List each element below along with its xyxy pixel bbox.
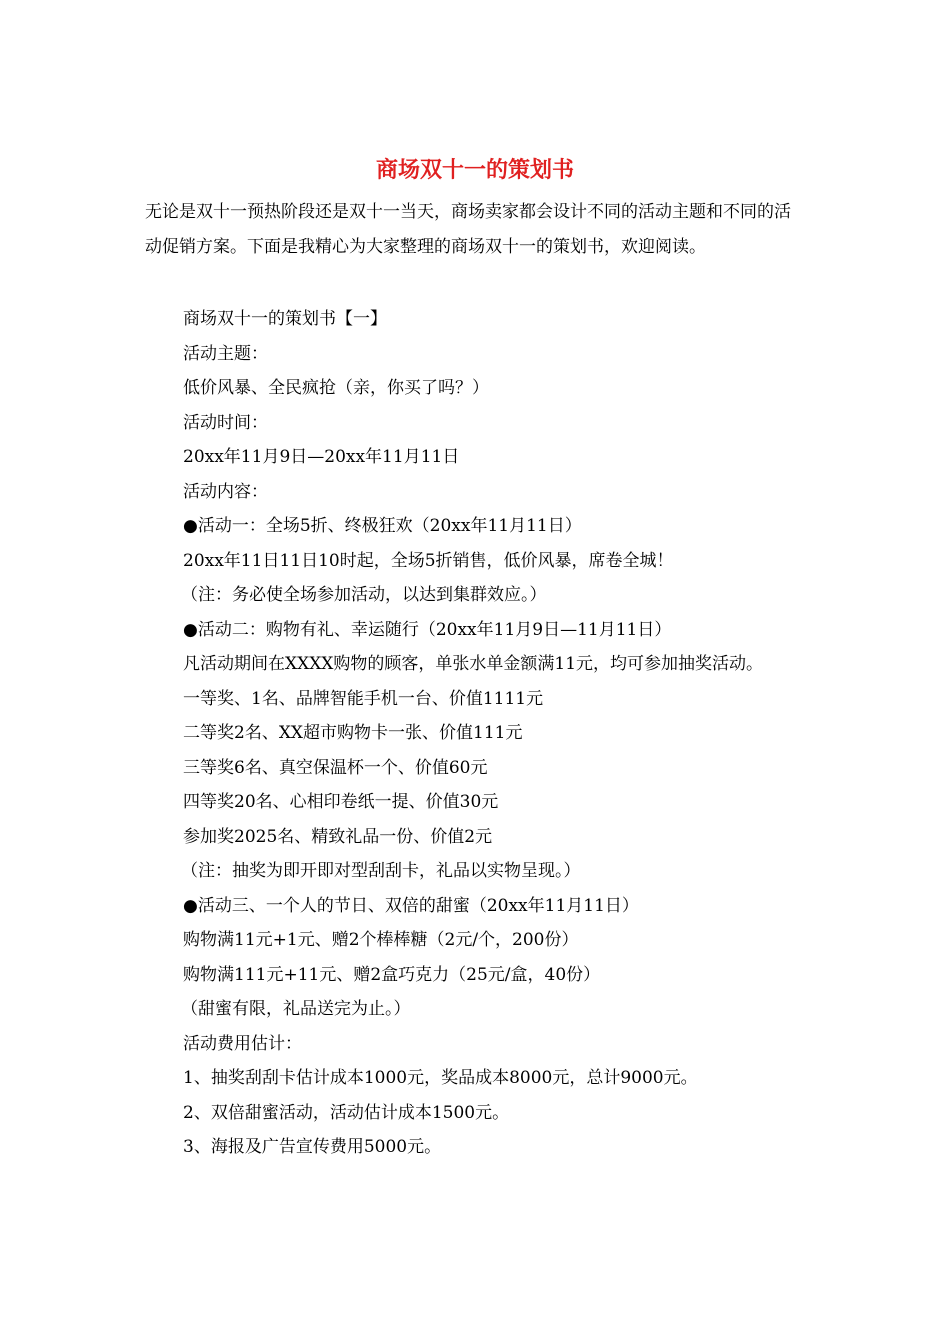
prize-second: 二等奖2名、XX超市购物卡一张、价值111元 [183, 723, 523, 743]
prize-fourth: 四等奖20名、心相印卷纸一提、价值30元 [183, 792, 499, 812]
activity-two-note: （注：抽奖为即开即对型刮刮卡，礼品以实物呈现。） [181, 861, 581, 881]
activity-three-item-two: 购物满111元+11元、赠2盒巧克力（25元/盒，40份） [183, 964, 601, 985]
intro-paragraph [145, 195, 805, 264]
theme-text: 低价风暴、全民疯抢（亲，你买了吗？） [183, 378, 489, 398]
section-heading: 商场双十一的策划书【一】 [183, 309, 387, 329]
activity-one-heading: ●活动一：全场5折、终极狂欢（20xx年11月11日） [183, 516, 582, 536]
cost-item-three: 3、海报及广告宣传费用5000元。 [183, 1137, 442, 1157]
time-label: 活动时间： [183, 412, 268, 433]
content-label: 活动内容： [183, 481, 268, 502]
time-text: 20xx年11月9日—20xx年11月11日 [183, 447, 460, 467]
activity-three-heading: ●活动三、一个人的节日、双倍的甜蜜（20xx年11月11日） [183, 895, 639, 916]
prize-first: 一等奖、1名、品牌智能手机一台、价值1111元 [183, 688, 544, 709]
activity-two-text: 凡活动期间在XXXX购物的顾客，单张水单金额满11元，均可参加抽奖活动。 [183, 654, 764, 674]
activity-one-note: （注：务必使全场参加活动，以达到集群效应。） [181, 585, 547, 605]
theme-label: 活动主题： [183, 343, 268, 364]
cost-label: 活动费用估计： [183, 1033, 302, 1054]
prize-third: 三等奖6名、真空保温杯一个、价值60元 [183, 757, 488, 778]
prize-participation: 参加奖2025名、精致礼品一份、价值2元 [183, 826, 493, 847]
activity-two-heading: ●活动二：购物有礼、幸运随行（20xx年11月9日—11月11日） [183, 619, 672, 640]
activity-three-item-one: 购物满11元+1元、赠2个棒棒糖（2元/个，200份） [183, 930, 579, 950]
document-body [145, 302, 805, 1165]
intro-text: 无论是双十一预热阶段还是双十一当天，商场卖家都会设计不同的活动主题和不同的活动促销方案。下面是我精心为大家整理的商场双十一的策划书，欢迎阅读。 [145, 202, 791, 257]
cost-item-one: 1、抽奖刮刮卡估计成本1000元，奖品成本8000元，总计9000元。 [183, 1068, 698, 1088]
document-title: 商场双十一的策划书 [375, 157, 574, 183]
activity-three-note: （甜蜜有限，礼品送完为止。） [181, 999, 411, 1019]
activity-one-text: 20xx年11日11日10时起，全场5折销售，低价风暴，席卷全城！ [183, 550, 674, 571]
cost-item-two: 2、双倍甜蜜活动，活动估计成本1500元。 [183, 1102, 510, 1123]
